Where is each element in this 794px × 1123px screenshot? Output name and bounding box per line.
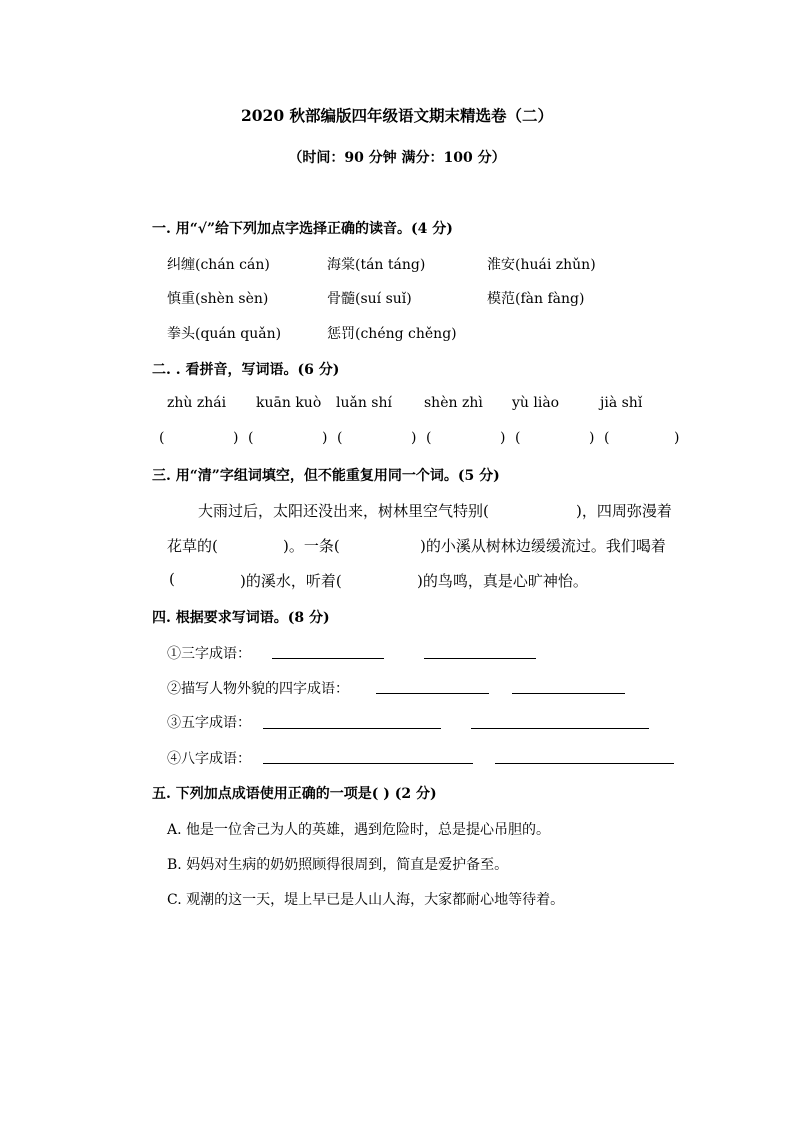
q1-item: 淮安(huái zhǔn) [487,257,596,273]
q4-item-label: ②描写人物外貌的四字成语： [167,681,349,697]
q2-pinyin: yù liào [512,395,560,411]
q3-text: )的溪水，听着( [240,572,342,590]
answer-blank[interactable] [512,693,625,694]
q4-item-label: ①三字成语： [167,646,251,662]
answer-paren-open: ( [248,430,254,446]
answer-blank[interactable] [376,693,489,694]
q1-item: 骨髓(suí suǐ) [327,291,412,307]
q3-text: )的小溪从树林边缓缓流过。我们喝着 [420,537,666,555]
q5-option-c: C. 观潮的这一天，堤上早已是人山人海，大家都耐心地等待着。 [167,892,565,908]
answer-paren-close: ) [589,430,595,446]
q2-pinyin: kuān kuò [256,395,322,411]
q1-item: 慎重(shèn sèn) [167,291,269,307]
answer-paren-open: ( [426,430,432,446]
q4-item-label: ③五字成语： [167,715,251,731]
answer-blank[interactable] [263,728,441,729]
q4-item-label: ④八字成语： [167,751,251,767]
q2-pinyin: luǎn shí [336,395,392,411]
answer-blank[interactable] [471,728,649,729]
q3-text: 大雨过后，太阳还没出来，树林里空气特别( [198,502,489,520]
q2-pinyin: zhù zhái [167,395,227,411]
q1-heading: 一. 用“√”给下列加点字选择正确的读音。(4 分) [152,221,453,237]
q1-item: 纠缠(chán cán) [167,257,270,273]
answer-paren-close: ) [500,430,506,446]
page-title: 2020 秋部编版四年级语文期末精选卷（二） [240,106,554,125]
q1-item: 惩罚(chéng chěng) [327,326,457,342]
q3-heading: 三. 用“清”字组词填空，但不能重复用同一个词。(5 分) [152,468,500,484]
q2-pinyin: jià shǐ [600,395,643,411]
answer-paren-open: ( [337,430,343,446]
q3-text: ( [169,570,175,588]
answer-blank[interactable] [495,763,674,764]
answer-paren-open: ( [604,430,610,446]
q1-item: 模范(fàn fàng) [487,291,585,307]
q5-heading: 五. 下列加点成语使用正确的一项是( ) (2 分) [152,786,437,802]
q3-text: )，四周弥漫着 [576,502,672,520]
q3-text: )。一条( [283,537,340,555]
answer-paren-close: ) [674,430,680,446]
answer-paren-close: ) [411,430,417,446]
q5-option-a: A. 他是一位舍己为人的英雄，遇到危险时，总是提心吊胆的。 [167,822,551,838]
answer-blank[interactable] [272,658,384,659]
answer-blank[interactable] [263,763,473,764]
answer-blank[interactable] [424,658,536,659]
q1-item: 海棠(tán táng) [327,257,426,273]
q2-pinyin: shèn zhì [424,395,483,411]
q5-option-b: B. 妈妈对生病的奶奶照顾得很周到，简直是爱护备至。 [167,857,509,873]
q2-heading: 二. . 看拼音，写词语。(6 分) [152,362,340,378]
q1-item: 拳头(quán quǎn) [167,326,282,342]
page-subtitle: （时间：90 分钟 满分：100 分） [288,150,506,166]
answer-paren-open: ( [515,430,521,446]
answer-paren-open: ( [159,430,165,446]
q4-heading: 四. 根据要求写词语。(8 分) [152,610,330,626]
q3-text: )的鸟鸣，真是心旷神怡。 [417,572,588,590]
q3-text: 花草的( [167,537,218,555]
answer-paren-close: ) [233,430,239,446]
answer-paren-close: ) [322,430,328,446]
